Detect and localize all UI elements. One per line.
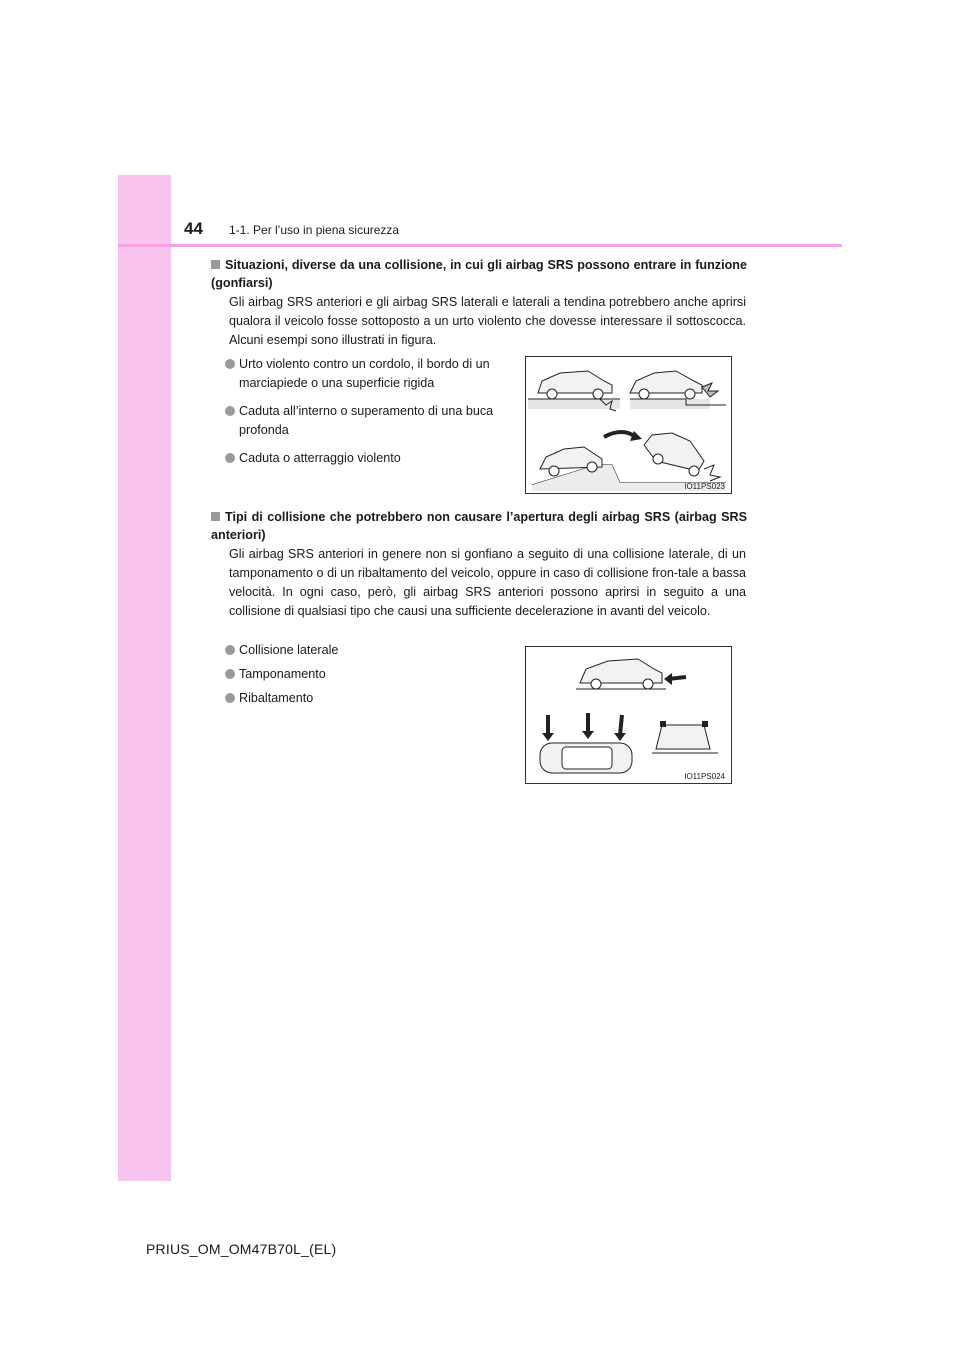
body-paragraph: Gli airbag SRS anteriori in genere non si gonfiano a seguito di una collisione laterale, di un tamponamento o di un ribaltamento del veicolo, oppure in caso di collisione fron-tale a bassa velocità. In ogni caso, però, gli airbag SRS anteriori possono aprirsi in seguito a una collisione di qualsiasi tipo che causi una sufficiente decelerazione in avanti del veicolo.: [229, 547, 746, 618]
figure-code: IO11PS024: [684, 772, 725, 781]
section-heading: [211, 256, 747, 292]
square-bullet-icon: [211, 512, 220, 521]
list-item: Ribaltamento: [225, 689, 515, 708]
square-bullet-icon: [211, 260, 220, 269]
dot-bullet-icon: [225, 406, 235, 416]
figure-code: IO11PS023: [684, 482, 725, 491]
body-paragraph: Gli airbag SRS anteriori e gli airbag SRS laterali e laterali a tendina potrebbero anche aprirsi qualora il veicolo fosse sottoposto a un urto violento che dovesse interessare il sottoscocca. Alcuni esempi sono illustrati in figura.: [229, 295, 746, 347]
list-item: Tamponamento: [225, 665, 515, 684]
heading-text: Tipi di collisione che potrebbero non causare l’apertura degli airbag SRS (airbag SRS anteriori): [211, 510, 747, 542]
dot-bullet-icon: [225, 669, 235, 679]
dot-bullet-icon: [225, 693, 235, 703]
list-item: Urto violento contro un cordolo, il bordo di un marciapiede o una superficie rigida: [225, 355, 515, 393]
footer-code: PRIUS_OM_OM47B70L_(EL): [146, 1241, 337, 1257]
list-item: Caduta all’interno o superamento di una buca profonda: [225, 402, 515, 440]
side-tab-band: [118, 175, 171, 1181]
dot-bullet-icon: [225, 645, 235, 655]
bullet-list: [225, 355, 515, 468]
list-item: Caduta o atterraggio violento: [225, 449, 515, 468]
page-number: 44: [184, 219, 203, 238]
dot-bullet-icon: [225, 453, 235, 463]
figure-impact-illustration: [525, 356, 732, 494]
section-title: 1-1. Per l’uso in piena sicurezza: [229, 223, 400, 237]
dot-bullet-icon: [225, 359, 235, 369]
header-rule: [118, 244, 842, 247]
bullet-list: [225, 641, 515, 708]
collision-types-illustration: [526, 647, 731, 783]
section-heading: [211, 508, 747, 544]
list-item: Collisione laterale: [225, 641, 515, 660]
heading-text: Situazioni, diverse da una collisione, in cui gli airbag SRS possono entrare in funzione (gonfiarsi): [211, 258, 747, 290]
car-impact-illustration: [526, 357, 731, 493]
figure-collision-types-illustration: [525, 646, 732, 784]
